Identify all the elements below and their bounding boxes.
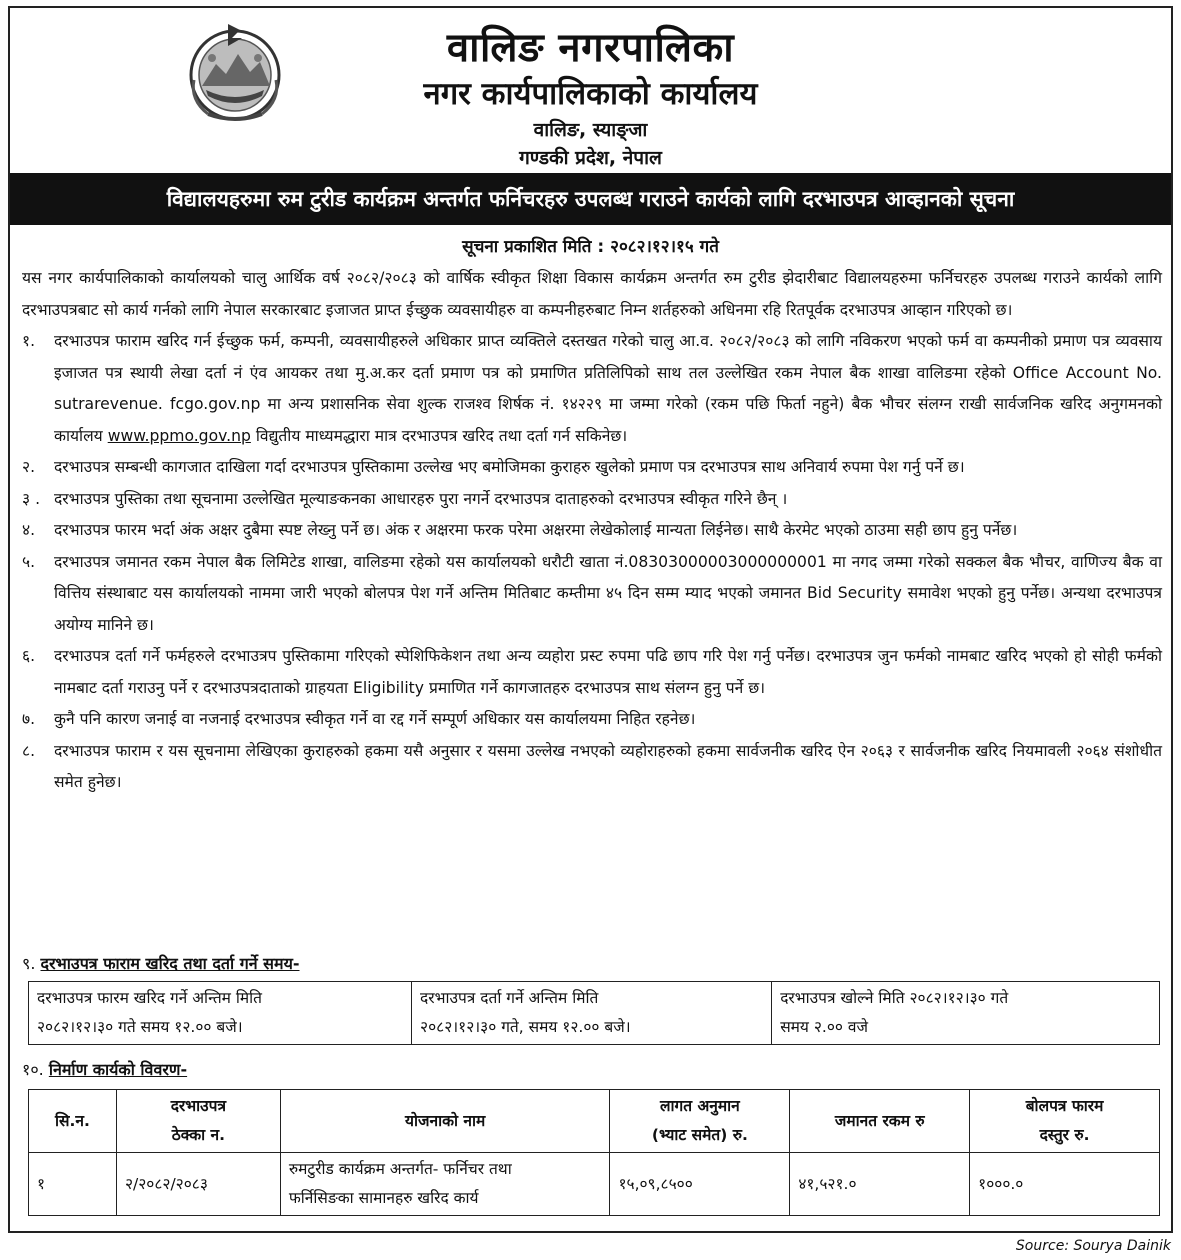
office-title: नगर कार्यपालिकाको कार्यालय: [423, 76, 758, 112]
cell-line: २०८२।१२।३० गते समय १२.०० बजे।: [37, 1018, 243, 1036]
condition-text: दरभाउपत्र फाराम खरिद गर्न ईच्छुक फर्म, कम्पनी, व्यवसायीहरुले अधिकार प्राप्त व्यक्तिले दस्तखत गरेको चालु आ.व. २०८२/२०८३ को लागि नविकरण भएको फर्म वा कम्पनीको प्रमाण पत्र व्यवसाय इजाजत पत्र स्थायी लेखा दर्ता नं एंव आयकर तथा मु.अ.कर दर्ता प्रमाण पत्र को प्रमाणित प्रतिलिपिको साथ तल उल्लेखित रकम नेपाल बैक शाखा वालिङमा रहेको Office Account No. sutrarevenue. fcgo.gov.np मा अन्य प्रशासनिक सेवा शुल्क राजश्व शिर्षक नं. १४२२९ मा जम्मा गरेको (रकम पछि फिर्ता नहुने) बैक भौचर संलग्न राखी सार्वजनिक खरिद अनुगमनको कार्यालय: [54, 332, 1162, 445]
dates-table: [28, 981, 1160, 1045]
condition-3: [22, 484, 1162, 516]
condition-text: दरभाउपत्र जमानत रकम नेपाल बैक लिमिटेड शाखा, वालिङमा रहेको यस कार्यालयको धरौटी खाता नं.08303000003000000001 मा नगद जम्मा गरेको सक्कल बैक भौचर, वाणिज्य बैक वा वित्तिय संस्थाबाट यस कार्यालयको नाममा जारी भएको बोलपत्र पेश गर्ने अन्तिम मितिबाट कम्तीमा ४५ दिन सम्म म्याद भएको जमानत Bid Security समावेश भएको हुनु पर्नेछ। अन्यथा दरभाउपत्र अयोग्य मानिने छ।: [54, 552, 1162, 634]
condition-number: ४.: [22, 521, 36, 539]
table-cell: [412, 982, 772, 1045]
cell-fee: १०००.०: [970, 1153, 1160, 1216]
table-cell: [772, 982, 1160, 1045]
condition-number: २.: [22, 458, 36, 476]
table-row: [29, 982, 1160, 1045]
condition-6: [22, 641, 1162, 704]
section-9-heading: [22, 952, 300, 974]
condition-number: ३ .: [22, 489, 41, 508]
condition-number: ८.: [22, 741, 36, 760]
cell-sn: १: [29, 1153, 117, 1216]
notice-banner: विद्यालयहरुमा रुम टुरीड कार्यक्रम अन्तर्गत फर्निचरहरु उपलब्ध गराउने कार्यको लागि दरभाउपत्र आव्हानको सूचना: [10, 173, 1171, 225]
condition-number: ७.: [22, 710, 36, 728]
table-cell: [29, 982, 412, 1045]
cell-line: २०८२।१२।३० गते, समय १२.०० बजे।: [420, 1018, 631, 1036]
condition-8: [22, 736, 1162, 799]
header-security: जमानत रकम रु: [790, 1090, 970, 1153]
section-number: ९.: [22, 954, 36, 973]
section-number: १०.: [22, 1060, 44, 1079]
condition-text: दरभाउपत्र फारम भर्दा अंक अक्षर दुबैमा स्पष्ट लेख्नु पर्ने छ। अंक र अक्षरमा फरक परेमा अक्षरमा लेखेकोलाई मान्यता लिईनेछ। साथै केरमेट भएको ठाउमा सही छाप हुनु पर्नेछ।: [54, 521, 1018, 539]
cell-line: दरभाउपत्र खोल्ने मिति २०८२।१२।३० गते: [780, 989, 1009, 1007]
cell-line: समय २.०० वजे: [780, 1018, 869, 1036]
header-project-name: योजनाको नाम: [280, 1090, 610, 1153]
cell-line: दरभाउपत्र दर्ता गर्ने अन्तिम मिति: [420, 989, 599, 1007]
cell-line: दरभाउपत्र फारम खरिद गर्ने अन्तिम मिति: [37, 989, 263, 1007]
address-line-1: वालिङ, स्याङ्जा: [533, 119, 648, 141]
condition-text: दरभाउपत्र सम्बन्धी कागजात दाखिला गर्दा दरभाउपत्र पुस्तिकामा उल्लेख भए बमोजिमका कुराहरु खुलेको प्रमाण पत्र दरभाउपत्र साथ अनिवार्य रुपमा पेश गर्नु पर्ने छ।: [54, 458, 965, 476]
condition-7: [22, 704, 1162, 736]
header-fee: बोलपत्र फारम दस्तुर रु.: [970, 1090, 1160, 1153]
intro-paragraph: यस नगर कार्यपालिकाको कार्यालयको चालु आर्थिक वर्ष २०८२/२०८३ को वार्षिक स्वीकृत शिक्षा विकास कार्यक्रम अन्तर्गत रुम टुरीड झेदारीबाट विद्यालयहरुमा फर्निचरहरु उपलब्ध गराउने कार्यको लागि दरभाउपत्रबाट सो कार्य गर्नको लागि नेपाल सरकारबाट इजाजत प्राप्त ईच्छुक व्यवसायीहरु वा कम्पनीहरुबाट निम्न शर्तहरुको अधिनमा रहि रितपूर्वक दरभाउपत्र आव्हान गरिएको छ।: [22, 269, 1162, 319]
condition-text-end: विद्युतीय माध्यमद्धारा मात्र दरभाउपत्र खरिद तथा दर्ता गर्न सकिनेछ।: [255, 426, 628, 445]
header-sn: सि.न.: [29, 1090, 117, 1153]
ppmo-link[interactable]: www.ppmo.gov.np: [107, 426, 251, 445]
condition-4: [22, 515, 1162, 547]
works-table: [28, 1089, 1160, 1216]
cell-cost: १५,०९,८५००: [610, 1153, 790, 1216]
address-line-2: गण्डकी प्रदेश, नेपाल: [519, 147, 662, 169]
condition-2: [22, 452, 1162, 484]
published-date: सूचना प्रकाशित मिति : २०८२।१२।१५ गते: [462, 237, 719, 257]
condition-number: ५.: [22, 552, 36, 571]
header-cost: लागत अनुमान (भ्याट समेत) रु.: [610, 1090, 790, 1153]
cell-project-name: रुमटुरीड कार्यक्रम अन्तर्गत- फर्निचर तथा फर्निसिङका सामानहरु खरिद कार्य: [280, 1153, 610, 1216]
header-contract-no: दरभाउपत्र ठेक्का न.: [116, 1090, 280, 1153]
section-title: निर्माण कार्यको विवरण-: [48, 1060, 188, 1079]
condition-number: १.: [22, 332, 36, 350]
condition-text: दरभाउपत्र फाराम र यस सूचनामा लेखिएका कुराहरुको हकमा यसै अनुसार र यसमा उल्लेख नभएको व्यहोराहरुको हकमा सार्वजनीक खरिद ऐन २०६३ र सार्वजनीक खरिद नियमावली २०६४ संशोधीत समेत हुनेछ।: [54, 741, 1162, 791]
section-title: दरभाउपत्र फाराम खरिद तथा दर्ता गर्ने समय-: [40, 954, 300, 973]
condition-1: [22, 326, 1162, 452]
notice-body: [22, 263, 1162, 799]
header: [10, 8, 1171, 172]
municipality-title: वालिङ नगरपालिका: [446, 25, 735, 71]
condition-text: दरभाउपत्र पुस्तिका तथा सूचनामा उल्लेखित मूल्याङकनका आधारहरु पुरा नगर्ने दरभाउपत्र दाताहरुको दरभाउपत्र स्वीकृत गरिने छैन् ।: [54, 489, 788, 508]
cell-contract-no: २/२०८२/२०८३: [116, 1153, 280, 1216]
table-header-row: [29, 1090, 1160, 1153]
condition-text: कुनै पनि कारण जनाई वा नजनाई दरभाउपत्र स्वीकृत गर्ने वा रद्द गर्ने सम्पूर्ण अधिकार यस कार्यालयमा निहित रहनेछ।: [54, 710, 696, 728]
table-row: [29, 1153, 1160, 1216]
condition-number: ६.: [22, 647, 36, 665]
condition-5: [22, 547, 1162, 642]
condition-text: दरभाउपत्र दर्ता गर्ने फर्महरुले दरभाउत्रप पुस्तिकामा गरिएको स्पेशिफिकेशन तथा अन्य व्यहोरा प्रस्ट रुपमा पढि छाप गरि पेश गर्नु पर्नेछ। दरभाउपत्र जुन फर्मको नामबाट खरिद भएको हो सोही फर्मको नामबाट दर्ता गराउनु पर्ने र दरभाउपत्रदाताको ग्राहयता Eligibility प्रमाणित गर्ने कागजातहरु दरभाउपत्र साथ संलग्न हुनु पर्ने छ।: [54, 647, 1162, 697]
source-credit: Source: Sourya Dainik: [1015, 1238, 1171, 1254]
section-10-heading: [22, 1058, 187, 1080]
cell-security: ४१,५२१.०: [790, 1153, 970, 1216]
